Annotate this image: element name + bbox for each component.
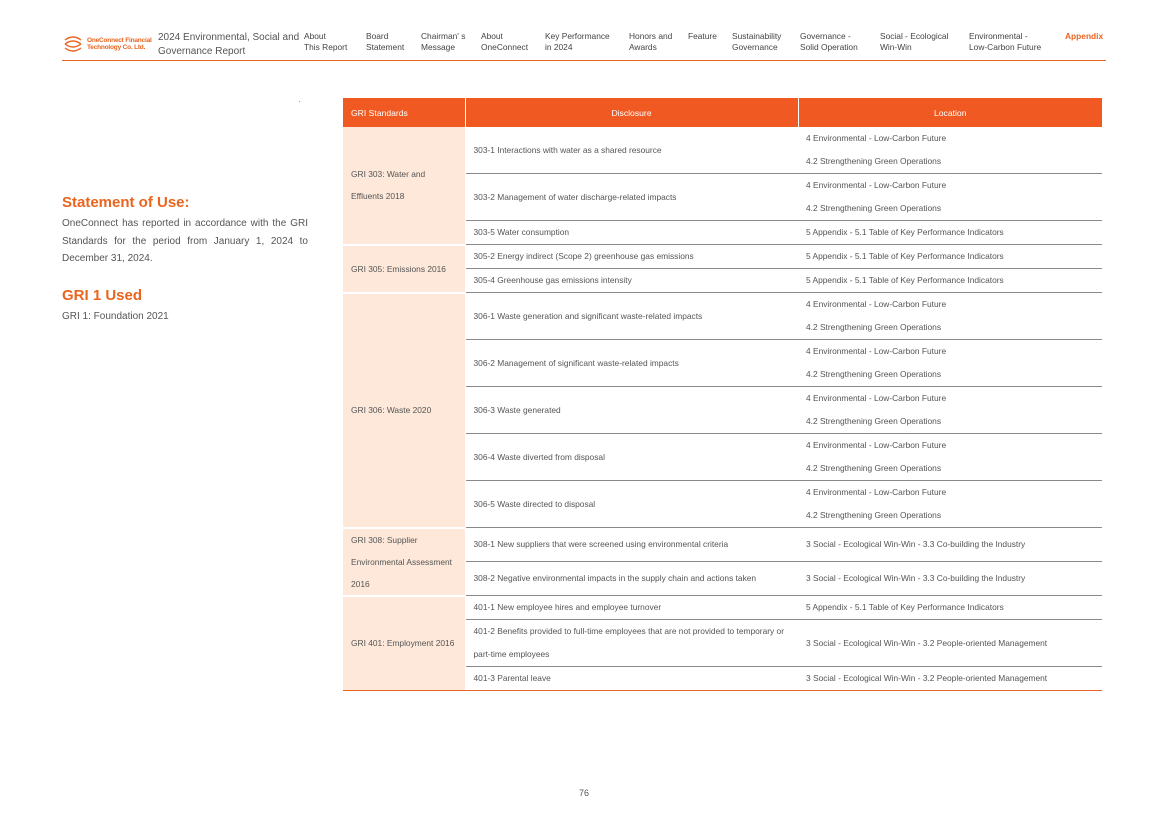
gri-standard-cell: GRI 303: Water and Effluents 2018: [343, 127, 465, 245]
gri-standard-cell: GRI 401: Employment 2016: [343, 596, 465, 691]
company-logo[interactable]: [62, 33, 154, 55]
disclosure-cell: 306-1 Waste generation and significant waste-related impacts: [465, 293, 798, 340]
location-line: 4 Environmental - Low-Carbon Future: [806, 133, 947, 143]
disclosure-cell: 306-4 Waste diverted from disposal: [465, 434, 798, 481]
location-cell: [798, 293, 1102, 340]
location-cell: [798, 620, 1102, 667]
location-cell: [798, 434, 1102, 481]
table-header-row: [343, 98, 1102, 127]
table-row: [343, 596, 1102, 620]
disclosure-cell: 308-1 New suppliers that were screened using environmental criteria: [465, 528, 798, 562]
column-header-location: Location: [798, 98, 1102, 127]
location-line: 4.2 Strengthening Green Operations: [806, 203, 942, 213]
page-header: [62, 30, 1106, 61]
gri-standard-cell: GRI 306: Waste 2020: [343, 293, 465, 528]
gri-used-text: GRI 1: Foundation 2021: [62, 311, 169, 322]
location-line: 4.2 Strengthening Green Operations: [806, 156, 942, 166]
location-cell: [798, 596, 1102, 620]
disclosure-cell: 303-2 Management of water discharge-related impacts: [465, 174, 798, 221]
location-cell: [798, 174, 1102, 221]
location-line: 3 Social - Ecological Win-Win - 3.3 Co-building the Industry: [806, 573, 1026, 583]
location-cell: [798, 481, 1102, 528]
location-cell: [798, 127, 1102, 174]
disclosure-cell: 306-2 Management of significant waste-related impacts: [465, 340, 798, 387]
location-cell: [798, 387, 1102, 434]
location-line: 5 Appendix - 5.1 Table of Key Performance Indicators: [806, 275, 1004, 285]
location-line: 5 Appendix - 5.1 Table of Key Performance Indicators: [806, 251, 1004, 261]
location-cell: [798, 528, 1102, 562]
location-cell: [798, 562, 1102, 596]
location-line: 4.2 Strengthening Green Operations: [806, 463, 942, 473]
table-row: [343, 127, 1102, 174]
table-row: [343, 245, 1102, 269]
disclosure-cell: 303-5 Water consumption: [465, 221, 798, 245]
disclosure-cell: 303-1 Interactions with water as a shared resource: [465, 127, 798, 174]
column-header-disclosure: Disclosure: [465, 98, 798, 127]
disclosure-cell: 401-1 New employee hires and employee turnover: [465, 596, 798, 620]
location-cell: [798, 245, 1102, 269]
nav-item[interactable]: About This Report: [304, 31, 348, 52]
location-line: 3 Social - Ecological Win-Win - 3.2 People-oriented Management: [806, 637, 1048, 648]
disclosure-cell: 401-3 Parental leave: [465, 667, 798, 691]
logo-mark-icon: [62, 33, 84, 55]
location-line: 4 Environmental - Low-Carbon Future: [806, 393, 947, 403]
nav-item[interactable]: Board Statement: [366, 31, 405, 52]
nav-item[interactable]: Feature: [688, 31, 717, 41]
nav-item[interactable]: Social - Ecological Win-Win: [880, 31, 949, 52]
gri-used-heading: GRI 1 Used: [62, 287, 143, 304]
location-line: 4 Environmental - Low-Carbon Future: [806, 180, 947, 190]
stray-dot: [299, 101, 300, 102]
disclosure-cell: 305-4 Greenhouse gas emissions intensity: [465, 269, 798, 293]
nav-item[interactable]: Sustainability Governance: [732, 31, 782, 52]
location-line: 4 Environmental - Low-Carbon Future: [806, 487, 947, 497]
disclosure-cell: 306-5 Waste directed to disposal: [465, 481, 798, 528]
location-line: 3 Social - Ecological Win-Win - 3.3 Co-building the Industry: [806, 539, 1026, 549]
nav-item[interactable]: About OneConnect: [481, 31, 529, 52]
location-cell: [798, 269, 1102, 293]
nav-item[interactable]: Appendix: [1065, 31, 1104, 41]
location-line: 4.2 Strengthening Green Operations: [806, 416, 942, 426]
table-row: [343, 528, 1102, 562]
disclosure-cell: 306-3 Waste generated: [465, 387, 798, 434]
disclosure-cell: 401-2 Benefits provided to full-time employees that are not provided to temporary or part-time employees: [465, 620, 798, 667]
location-cell: [798, 667, 1102, 691]
nav-item[interactable]: Environmental - Low-Carbon Future: [969, 31, 1042, 52]
gri-standard-cell: GRI 305: Emissions 2016: [343, 245, 465, 293]
disclosure-cell: 308-2 Negative environmental impacts in the supply chain and actions taken: [465, 562, 798, 596]
statement-text: OneConnect has reported in accordance with the GRI Standards for the period from January 1, 2024 to December 31, 2024.: [62, 218, 308, 264]
location-line: 5 Appendix - 5.1 Table of Key Performance Indicators: [806, 227, 1004, 237]
table-body: [343, 127, 1102, 691]
location-line: 4.2 Strengthening Green Operations: [806, 322, 942, 332]
gri-standard-cell: GRI 308: Supplier Environmental Assessment 2016: [343, 528, 465, 596]
table-row: [343, 293, 1102, 340]
location-cell: [798, 221, 1102, 245]
page-number: 76: [578, 788, 589, 798]
nav-item[interactable]: Honors and Awards: [629, 31, 673, 52]
location-line: 4 Environmental - Low-Carbon Future: [806, 299, 947, 309]
location-line: 4 Environmental - Low-Carbon Future: [806, 440, 947, 450]
location-cell: [798, 340, 1102, 387]
location-line: 4.2 Strengthening Green Operations: [806, 510, 942, 520]
nav-item[interactable]: Chairman' s Message: [421, 31, 466, 52]
location-line: 4 Environmental - Low-Carbon Future: [806, 346, 947, 356]
logo-text: OneConnect Financial Technology Co. Ltd.: [87, 36, 152, 51]
location-line: 5 Appendix - 5.1 Table of Key Performance Indicators: [806, 602, 1004, 612]
location-line: 3 Social - Ecological Win-Win - 3.2 People-oriented Management: [806, 673, 1048, 683]
statement-heading: Statement of Use:: [62, 194, 190, 211]
gri-content-table: [343, 98, 1102, 691]
nav-item[interactable]: Governance - Solid Operation: [800, 31, 858, 52]
location-line: 4.2 Strengthening Green Operations: [806, 369, 942, 379]
nav-item[interactable]: Key Performance in 2024: [545, 31, 610, 52]
report-title: 2024 Environmental, Social and Governance Report: [158, 32, 300, 57]
disclosure-cell: 305-2 Energy indirect (Scope 2) greenhouse gas emissions: [465, 245, 798, 269]
column-header-standards: GRI Standards: [343, 98, 465, 127]
